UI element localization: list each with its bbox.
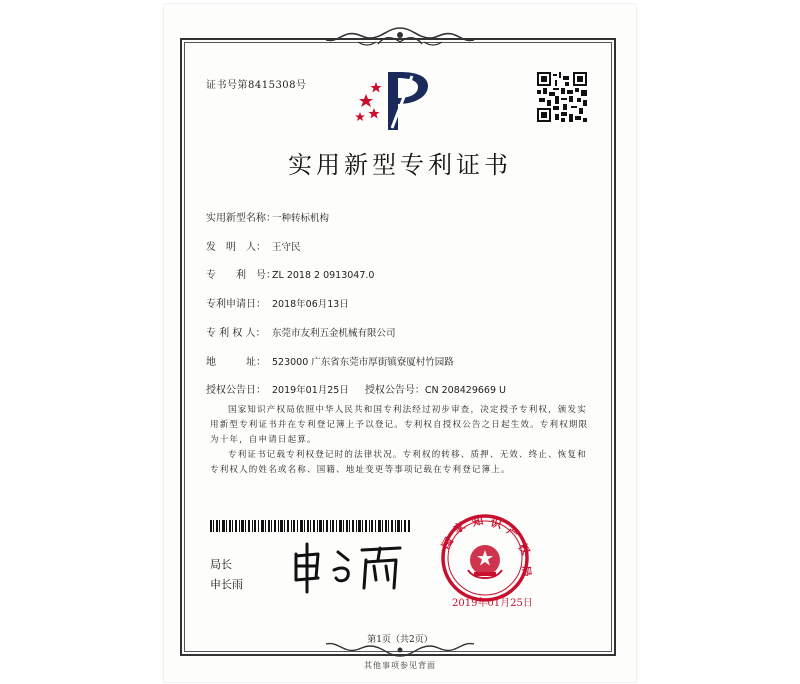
field-label: 实用新型名称： (206, 213, 276, 224)
field-value: CN 208429669 U (424, 385, 506, 396)
field-value: 2018年06月13日 (272, 299, 349, 310)
field-label: 专利申请日： (206, 299, 266, 310)
qr-code-icon (537, 72, 587, 122)
field-label: 地 址： (206, 357, 266, 368)
svg-text:家: 家 (451, 519, 468, 537)
signer-title: 局长 (210, 558, 232, 571)
signature-icon (290, 536, 410, 596)
field-filing-date (206, 295, 349, 310)
svg-text:国: 国 (439, 535, 457, 552)
field-value: 王守民 (272, 242, 301, 253)
certificate-title: 实用新型专利证书 (288, 151, 512, 179)
top-ornament-icon (318, 24, 482, 50)
field-label: 专 利 权 人： (206, 328, 266, 339)
field-value: 2019年01月25日 (272, 385, 349, 396)
seal-date: 2019年01月25日 (452, 598, 533, 609)
svg-text:识: 识 (489, 516, 503, 532)
field-utility-model-name (206, 209, 329, 224)
svg-text:产: 产 (504, 523, 521, 541)
svg-text:权: 权 (515, 541, 533, 558)
field-label: 专 利 号： (206, 270, 276, 281)
body-paragraph-1: 国家知识产权局依照中华人民共和国专利法经过初步审查，决定授予专利权，颁发实用新型专利证书并在专利登记簿上予以登记。专利权自授权公告之日起生效。专利权期限为十年，自申请日起算。 (210, 405, 589, 445)
footer-note: 其他事项参见背面 (364, 661, 436, 670)
field-value: 一种转标机构 (272, 213, 330, 224)
field-label: 授权公告日： (206, 385, 266, 396)
patent-office-logo-icon (352, 68, 432, 134)
field-value: ZL 2018 2 0913047.0 (272, 270, 375, 281)
field-value: 523000 广东省东莞市厚街镇寮厦村竹园路 (272, 357, 454, 368)
field-inventor (206, 238, 301, 253)
certificate-number: 证书号第8415308号 (206, 80, 307, 91)
body-paragraph-2: 专利证书记载专利权登记时的法律状况。专利权的转移、质押、无效、终止、恢复和专利权人的姓名或名称、国籍、地址变更等事项记载在专利登记簿上。 (210, 450, 587, 475)
field-label: 授权公告号： (364, 385, 425, 396)
field-label: 发 明 人： (206, 242, 266, 253)
svg-text:知: 知 (470, 513, 485, 529)
field-address (206, 353, 454, 368)
field-value: 东莞市友利五金机械有限公司 (272, 328, 396, 339)
official-seal-icon (430, 510, 540, 602)
page-number: 第1页（共2页） (367, 635, 433, 645)
svg-text:局: 局 (519, 564, 534, 578)
field-patent-number (206, 266, 374, 281)
field-patentee (206, 324, 396, 339)
barcode-icon (210, 520, 410, 532)
field-announcement (206, 381, 506, 396)
signer-name: 申长雨 (210, 578, 243, 591)
